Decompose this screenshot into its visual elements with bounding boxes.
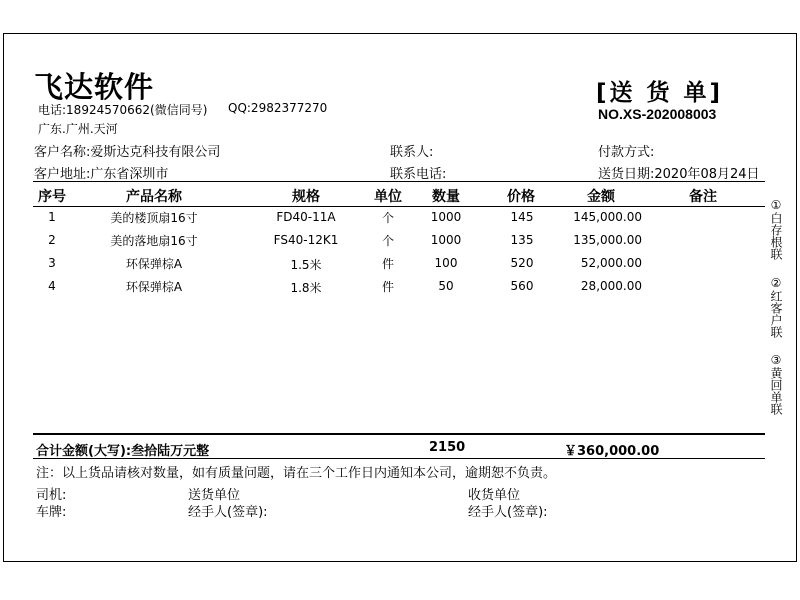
header-index: 序号: [38, 189, 66, 205]
header-price: 价格: [507, 189, 535, 205]
row-price: 520: [510, 256, 534, 270]
row-product: 美的楼顶扇16寸: [110, 211, 198, 225]
document-title: [送 货 单]: [596, 80, 724, 106]
payment-method: 付款方式:: [598, 145, 655, 160]
row-product: 环保弹棕A: [125, 257, 183, 271]
row-index: 1: [48, 210, 56, 224]
receiving-unit-label: 收货单位: [468, 488, 521, 503]
row-product: 美的落地扇16寸: [110, 234, 198, 248]
receiving-handler-label: 经手人(签章):: [468, 505, 548, 520]
delivery-date: 送货日期:2020年08月24日: [598, 167, 760, 182]
document-number: NO.XS-202008003: [598, 106, 717, 122]
side-label-white: ①白存根联: [769, 198, 783, 260]
row-spec: FD40-11A: [276, 210, 336, 224]
total-amount: ￥360,000.00: [564, 444, 660, 459]
row-amount: 52,000.00: [580, 256, 642, 270]
total-amount-in-words: 合计金额(大写):叁拾陆万元整: [36, 444, 210, 459]
row-amount: 28,000.00: [580, 279, 642, 293]
contact-phone: 联系电话:: [390, 167, 447, 182]
row-quantity: 50: [438, 279, 454, 293]
row-price: 135: [510, 233, 534, 247]
row-index: 2: [48, 233, 56, 247]
company-qq: QQ:2982377270: [228, 101, 328, 115]
row-index: 4: [48, 279, 56, 293]
plate-label: 车牌:: [36, 505, 67, 520]
row-quantity: 100: [434, 256, 458, 270]
customer-address: 客户地址:广东省深圳市: [34, 167, 169, 182]
delivery-unit-label: 送货单位: [188, 488, 241, 503]
header-quantity: 数量: [432, 189, 460, 205]
header-unit: 单位: [374, 189, 402, 205]
side-label-yellow: ③黄回单联: [769, 353, 783, 415]
header-remark: 备注: [689, 189, 717, 205]
row-unit: 个: [381, 234, 395, 248]
table-top-line: [33, 181, 765, 182]
company-name: 飞达软件: [34, 70, 155, 104]
row-quantity: 1000: [430, 233, 462, 247]
row-price: 145: [510, 210, 534, 224]
row-amount: 145,000.00: [573, 210, 642, 224]
table-header-line: [33, 206, 765, 207]
footer-note: 注：以上货品请核对数量，如有质量问题，请在三个工作日内通知本公司，逾期恕不负责。: [36, 466, 557, 481]
row-spec: 1.8米: [290, 281, 322, 295]
header-product: 产品名称: [126, 189, 182, 205]
row-unit: 件: [381, 257, 395, 271]
contact-person: 联系人:: [390, 145, 434, 160]
side-label-red: ②红客户联: [769, 276, 783, 338]
customer-name: 客户名称:爱斯达克科技有限公司: [34, 145, 221, 160]
company-address: 广东.广州.天河: [38, 122, 118, 136]
header-spec: 规格: [292, 189, 320, 205]
driver-label: 司机:: [36, 488, 67, 503]
header-amount: 金额: [587, 189, 615, 205]
row-spec: 1.5米: [290, 258, 322, 272]
total-quantity: 2150: [429, 440, 466, 455]
row-unit: 件: [381, 280, 395, 294]
row-amount: 135,000.00: [573, 233, 642, 247]
row-price: 560: [510, 279, 534, 293]
row-unit: 个: [381, 211, 395, 225]
row-spec: FS40-12K1: [273, 233, 339, 247]
row-product: 环保弹棕A: [125, 280, 183, 294]
delivery-handler-label: 经手人(签章):: [188, 505, 268, 520]
company-phone: 电话:18924570662(微信同号): [38, 103, 208, 117]
row-index: 3: [48, 256, 56, 270]
row-quantity: 1000: [430, 210, 462, 224]
table-bottom-line: [33, 433, 765, 435]
